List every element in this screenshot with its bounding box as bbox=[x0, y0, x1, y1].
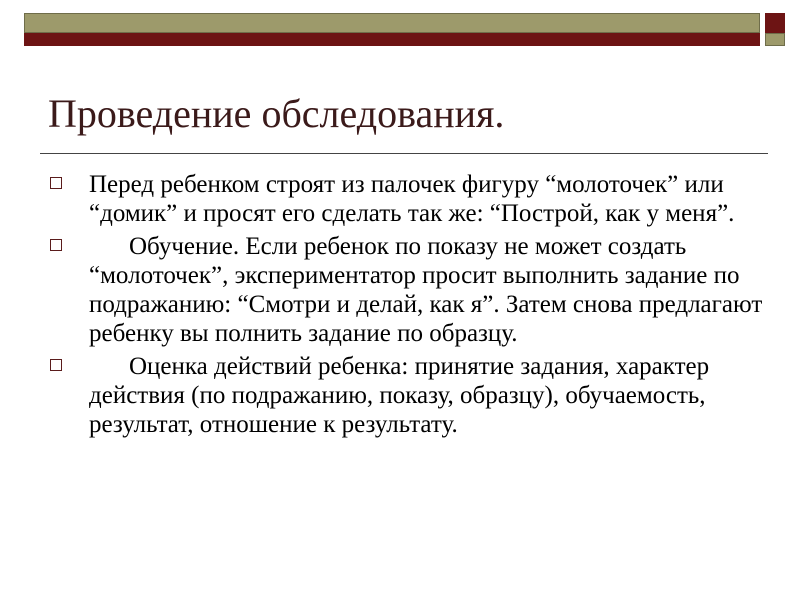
hollow-square-bullet-icon bbox=[50, 359, 62, 371]
title-divider bbox=[40, 153, 768, 154]
hollow-square-bullet-icon bbox=[50, 177, 62, 189]
bullet-list bbox=[48, 170, 768, 443]
bullet-text-1: Перед ребенком строят из палочек фигуру “молоточек” или “домик” и просят его сделать так же: “Построй, как у меня”. bbox=[89, 171, 735, 227]
hollow-square-bullet-icon bbox=[50, 239, 62, 251]
bullet-item-3 bbox=[48, 352, 768, 439]
header-bar-olive bbox=[24, 13, 760, 33]
bullet-item-1 bbox=[48, 170, 768, 228]
header-bar-maroon bbox=[24, 33, 760, 46]
bullet-text-2: Обучение. Если ребенок по показу не может создать “молоточек”, экспериментатор просит выполнить задание по подражанию: “Смотри и делай, как я”. Затем снова предлагают ребенку вы полнить задание по образцу. bbox=[89, 233, 763, 347]
bullet-text-3: Оценка действий ребенка: принятие задания, характер действия (по подражанию, показу, образцу), обучаемость, результат, отношение к результату. bbox=[89, 353, 710, 438]
bullet-item-2 bbox=[48, 232, 768, 348]
corner-square-maroon bbox=[765, 13, 785, 33]
slide-title: Проведение обследования. bbox=[48, 91, 505, 136]
corner-square-olive bbox=[765, 33, 785, 46]
